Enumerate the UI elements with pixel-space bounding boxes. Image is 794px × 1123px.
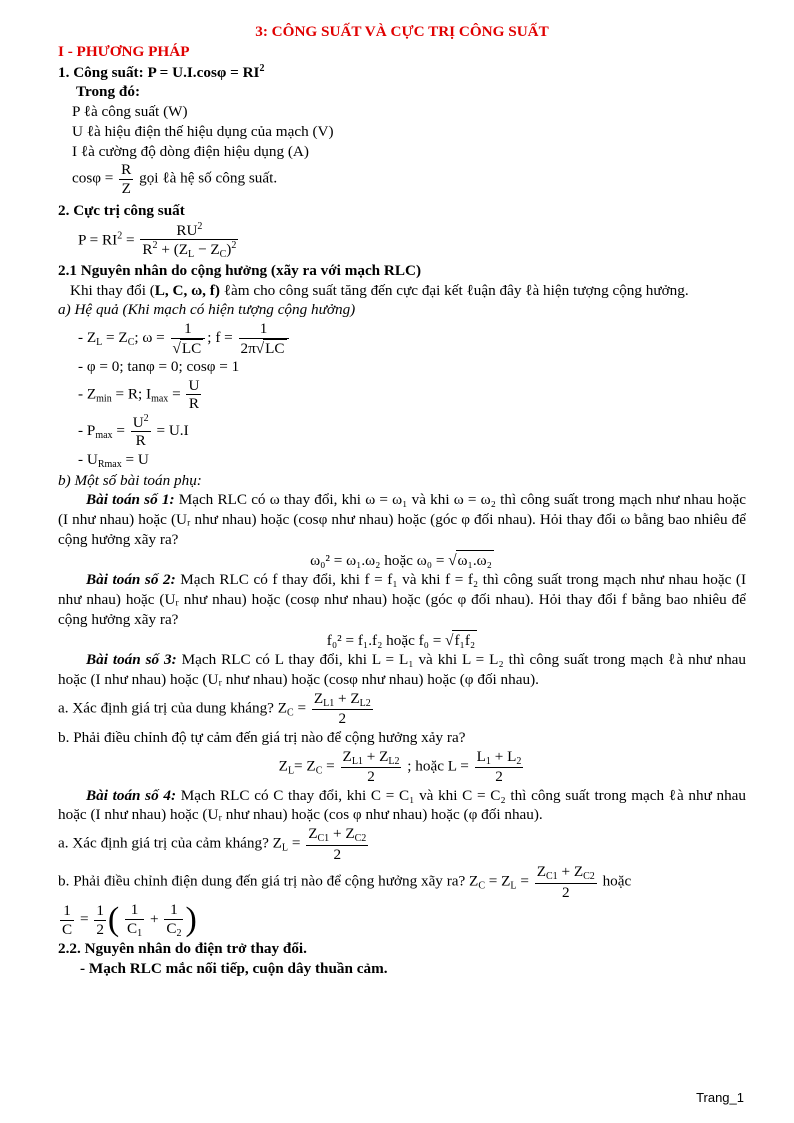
problem-3-a: a. Xác định giá trị của dung kháng? $Z_C$ = $\frac{Z_{L1} + Z_{L2}}{2}$ <box>58 689 371 728</box>
resonance-intro: Khi thay đổi (L, C, ω, f) ℓàm cho công suất tăng đến cực đại kết ℓuận đây ℓà hiện tượng cộng hưởng. <box>70 281 689 299</box>
problem-1-result: ω₀² = ω₁.ω₂ hoặc ω₀ = √ω₁.ω₂ <box>310 551 492 569</box>
consequence-1: - $Z_L = Z_C$; ω = $\frac{1}{√LC}$ ; f = $\frac{1}{2\pi√LC}$ <box>58 320 746 357</box>
def-i: I ℓà cường độ dòng điện hiệu dụng (A) <box>72 142 309 160</box>
problem-4-b-result: $\frac{1}{C}$ = $\frac{1}{2}$ ( $\frac{1}{C_1}$ + $\frac{1}{C_2}$ ) <box>62 901 197 939</box>
def-u: U ℓà hiệu điện thế hiệu dụng của mạch (V) <box>72 122 334 140</box>
consequence-3: - $Z_{min} = R$; $I_{max}$ = $\frac{U}{R}$ <box>78 376 200 413</box>
heading-extremum: 2. Cực trị công suất <box>58 202 185 220</box>
page-title: 3: CÔNG SUẤT VÀ CỰC TRỊ CÔNG SUẤT <box>255 23 549 40</box>
problem-3-b-result: $Z_L= Z_C$ = $\frac{Z_{L1} + Z_{L2}}{2}$ ; hoặc L = $\frac{L_1 + L_2}{2}$ <box>278 747 522 786</box>
sub-problems-heading: b) Một số bài toán phụ: <box>58 471 202 489</box>
heading-resonance: 2.1 Nguyên nhân do cộng hưởng (xãy ra với mạch RLC) <box>58 261 422 279</box>
consequence-5: - $U_{Rmax} = U$ <box>78 450 149 470</box>
consequence-2: - φ = 0; tanφ = 0; cosφ = 1 <box>78 358 240 376</box>
heading-resistance: 2.2. Nguyên nhân do điện trở thay đổi. <box>58 940 307 958</box>
problem-3: Bài toán số 3: Mạch RLC có L thay đổi, khi L = L₁ và khi L = L₂ thì công suất trong mạch ℓà như nhau hoặc (I như nhau) hoặc (Uᵣ như nhau) hoặc (cosφ như nhau) hoặc (φ đối nhau). <box>58 651 746 689</box>
cos-formula: cosφ = $\frac{R}{Z}$ gọi ℓà hệ số công suất. <box>72 161 278 197</box>
problem-4-b: b. Phải điều chỉnh điện dung đến giá trị nào để cộng hưởng xãy ra? $Z_C = Z_L$ = $\frac{Z_{C1} + Z_{C2}}{2}$ hoặc <box>58 863 632 901</box>
resistance-subline: - Mạch RLC mắc nối tiếp, cuộn dây thuần cảm. <box>80 959 388 977</box>
power-extremum-formula: $P = RI^2$ = $\frac{RU^2}{R^2 + (Z_L - Z_C)^2}$ <box>78 220 237 261</box>
where-label: Trong đó: <box>76 83 140 101</box>
page-number: Trang_1 <box>696 1090 744 1105</box>
problem-4: Bài toán số 4: Mạch RLC có C thay đổi, khi C = C₁ và khi C = C₂ thì công suất trong mạch ℓà như nhau hoặc (I như nhau) hoặc (Uᵣ như nhau) hoặc (cos φ như nhau) hoặc (φ đối nhau). <box>58 786 747 824</box>
def-p: P ℓà công suất (W) <box>72 103 188 120</box>
problem-2-result: f₀² = f₁.f₂ hoặc f₀ = √f₁f₂ <box>326 631 476 649</box>
problem-1: Bài toán số 1: Mạch RLC có ω thay đổi, khi ω = ω₁ và khi ω = ω₂ thì công suất trong mạch như nhau hoặc (I như nhau) hoặc (Uᵣ như nhau) hoặc (cosφ như nhau) hoặc (góc φ đối nhau). Hỏi thay đổi ω bằng bao nhiêu để cộng hưởng xãy ra? <box>58 491 747 548</box>
problem-2: Bài toán số 2: Mạch RLC có f thay đổi, khi f = f₁ và khi f = f₂ thì công suất trong mạch như nhau hoặc (I như nhau) hoặc (Uᵣ như nhau) hoặc (cosφ như nhau) hoặc (góc φ đối nhau). Hỏi thay đổi f bằng bao nhiêu để cộng hưởng xãy ra? <box>58 571 747 628</box>
heading-power: 1. Công suất: $P = U.I.\cos\varphi = RI^2$ <box>58 62 265 81</box>
section-heading: I - PHƯƠNG PHÁP <box>58 42 190 60</box>
consequences-heading: a) Hệ quả (Khi mạch có hiện tượng cộng hưởng) <box>58 301 356 319</box>
problem-4-a: a. Xác định giá trị của cảm kháng? $Z_L$ = $\frac{Z_{C1} + Z_{C2}}{2}$ <box>58 825 367 863</box>
problem-3-b: b. Phải điều chỉnh độ tự cảm đến giá trị nào để cộng hưởng xảy ra? <box>58 728 466 746</box>
document-page <box>58 22 746 979</box>
consequence-4: - $P_{max}$ = $\frac{U^2}{R}$ = U.I <box>78 412 189 450</box>
